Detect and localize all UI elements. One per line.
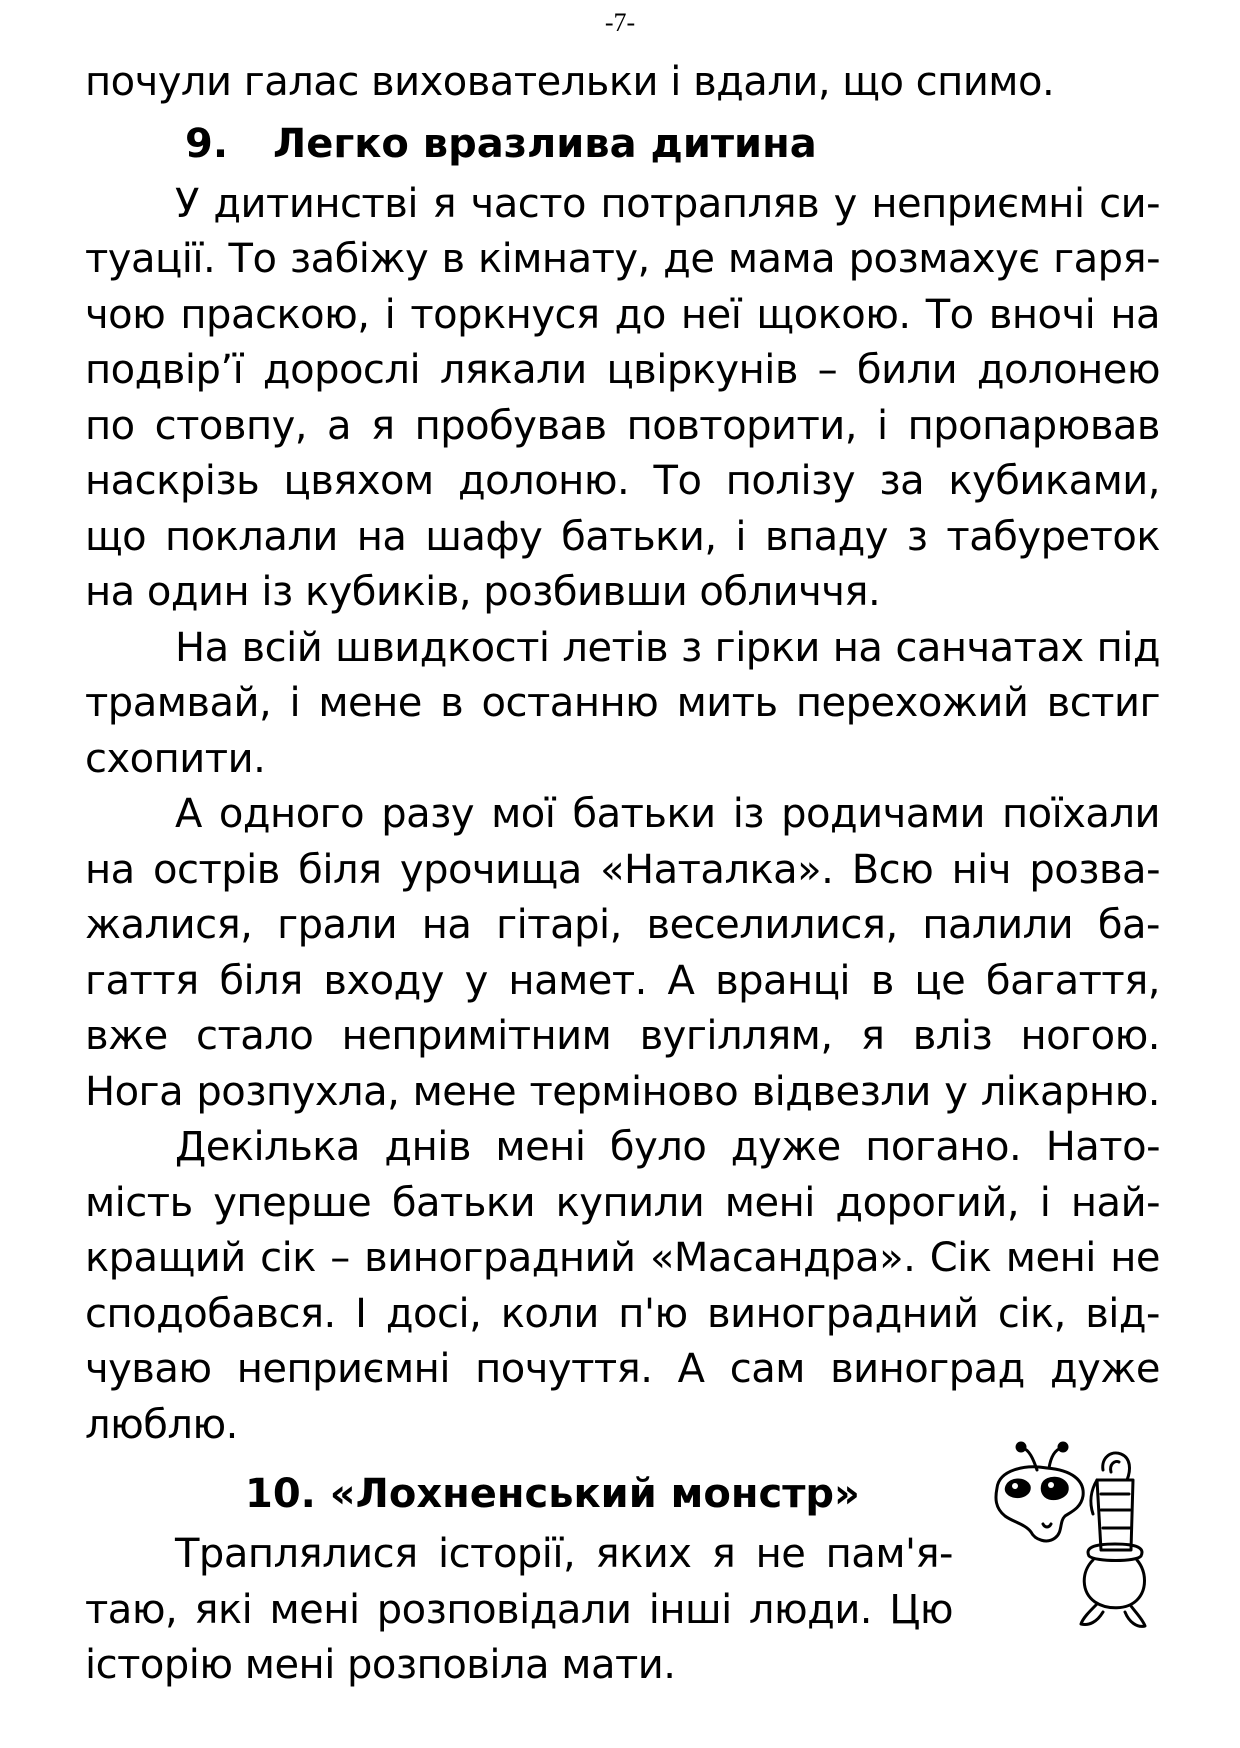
text-line: У дитинстві я часто потрапляв у неприємні си- <box>175 180 1160 227</box>
text-line: гаття біля входу у намет. А вранці в це багаття, <box>85 957 1160 1004</box>
text-line: сподобався. І досі, коли п'ю виноградний сік, від- <box>85 1290 1160 1337</box>
text-line: Нога розпухла, мене терміново відвезли у лікарню. <box>85 1068 1160 1115</box>
text-line: чуваю неприємні почуття. А сам виноград дуже <box>85 1346 1160 1392</box>
section-heading-9 <box>85 111 1160 177</box>
text-line: історію мені розповіла мати. <box>85 1642 676 1688</box>
text-line: мість уперше батьки купили мені дорогий, і най- <box>85 1179 1160 1226</box>
text-line: люблю. <box>85 1401 238 1448</box>
paragraph-1 <box>85 177 1160 621</box>
paragraph-5 <box>85 1527 953 1694</box>
text-line: таю, які мені розповідали інші люди. Цю <box>85 1586 953 1633</box>
text-line: туації. То забіжу в кімнату, де мама розмахує гаря- <box>85 236 1160 282</box>
section-number: 9. <box>185 120 229 167</box>
text-line: Декілька днів мені було дуже погано. Нато- <box>175 1124 1160 1170</box>
text-line: трамвай, і мене в останню мить перехожий встиг <box>85 680 1160 726</box>
text-line: що поклали на шафу батьки, і впаду з табуреток <box>85 513 1160 560</box>
text-line: подвір’ї дорослі лякали цвіркунів – били долонею <box>85 347 1160 393</box>
text-line: чою праскою, і торкнуся до неї щокою. То вночі на <box>85 291 1160 338</box>
text-line: А одного разу мої батьки із родичами поїхали <box>175 791 1160 837</box>
text-line: почули галас виховательки і вдали, що спимо. <box>85 59 1055 105</box>
text-line: на один із кубиків, розбивши обличчя. <box>85 569 881 615</box>
cartoon-monster-icon <box>985 1440 1155 1630</box>
text-line: жалися, грали на гітарі, веселилися, палили ба- <box>85 902 1160 948</box>
section-heading-10: 10. «Лохненський монстр» <box>245 1471 860 1517</box>
paragraph-3 <box>85 787 1160 1120</box>
text-line: по стовпу, а я пробував повторити, і пропарював <box>85 402 1160 449</box>
text-line: Траплялися історії, яких я не пам'я- <box>175 1531 953 1577</box>
page-number: -7- <box>604 8 636 37</box>
text-line: схопити. <box>85 735 266 782</box>
text-line: вже стало непримітним вугіллям, я вліз ногою. <box>85 1013 1160 1059</box>
text-line: наскрізь цвяхом долоню. То полізу за кубиками, <box>85 458 1160 504</box>
paragraph-4 <box>85 1120 1160 1453</box>
text-line: на острів біля урочища «Наталка». Всю ніч розва- <box>85 846 1160 893</box>
text-line: На всій швидкості летів з гірки на санчатах під <box>175 624 1160 671</box>
paragraph-2 <box>85 621 1160 788</box>
text-line: кращий сік – виноградний «Масандра». Сік мені не <box>85 1235 1160 1281</box>
section-title: Легко вразлива дитина <box>273 120 817 167</box>
